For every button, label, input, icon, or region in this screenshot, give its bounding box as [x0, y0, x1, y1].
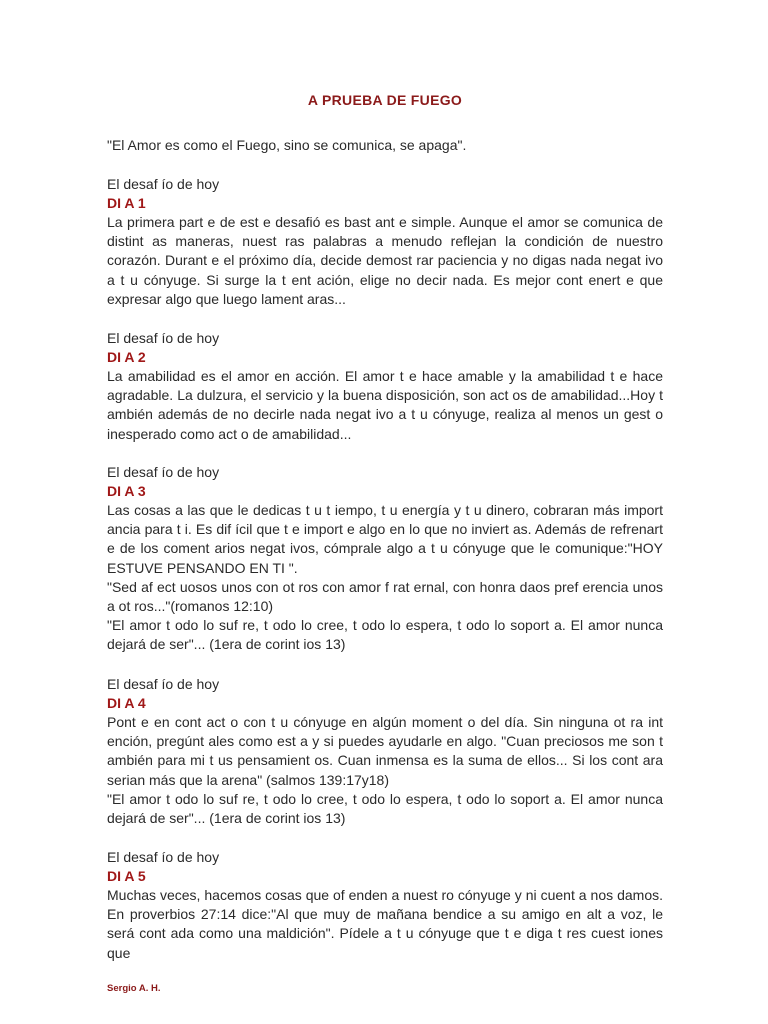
day-section-4: [107, 675, 663, 828]
day-paragraph: Pont e en cont act o con t u cónyuge en algún moment o del día. Sin ninguna ot ra int ención, pregúnt ales como est a y si puedes ayudarle en algo. "Cuan preciosos me son t ambién para mi t us pensamient os. Cuan inmensa es la suma de ellos... Si los cont ara serian más que la arena" (salmos 139:17y18): [107, 714, 663, 788]
day-section-3: [107, 463, 663, 655]
epigraph-quote: "El Amor es como el Fuego, sino se comunica, se apaga".: [107, 137, 467, 153]
day-section-2: [107, 329, 663, 444]
day-paragraph: La primera part e de est e desafió es bast ant e simple. Aunque el amor se comunica de distint as maneras, nuest ras palabras a menudo reflejan la condición de nuestro corazón. Durant e el próximo día, decide demost rar paciencia y no digas nada negat ivo a t u cónyuge. Si surge la t ent ación, elige no decir nada. Es mejor cont enert e que expresar algo que luego lament aras...: [107, 214, 663, 307]
day-paragraph: Las cosas a las que le dedicas t u t iempo, t u energía y t u dinero, cobraran más import ancia para t i. Es dif ícil que t e import e algo en lo que no inviert as. Además de refrenart e de los coment arios negat ivos, cómprale algo a t u cónyuge que le comunique:"HOY ESTUVE PENSANDO EN TI ".: [107, 502, 663, 576]
day-section-5: [107, 848, 663, 963]
challenge-heading: El desaf ío de hoy: [107, 849, 220, 865]
challenge-heading: El desaf ío de hoy: [107, 464, 220, 480]
day-paragraph: "Sed af ect uosos unos con ot ros con amor f rat ernal, con honra daos pref erencia unos a ot ros..."(romanos 12:10): [107, 578, 663, 615]
challenge-heading: El desaf ío de hoy: [107, 330, 220, 346]
day-label: DI A 5: [107, 868, 146, 884]
day-label: DI A 2: [107, 349, 146, 365]
day-label: DI A 1: [107, 195, 146, 211]
day-paragraph: "El amor t odo lo suf re, t odo lo cree, t odo lo espera, t odo lo soport a. El amor nunca dejará de ser"... (1era de corint ios 13): [107, 617, 663, 653]
day-label: DI A 4: [107, 695, 146, 711]
day-paragraph: La amabilidad es el amor en acción. El amor t e hace amable y la amabilidad t e hace agradable. La dulzura, el servicio y la buena disposición, son act os de amabilidad...Hoy t ambién además de no decirle nada negat ivo a t u cónyuge, realiza al menos un gest o inesperado como act o de amabilidad...: [107, 368, 663, 442]
day-section-1: [107, 175, 663, 309]
document-title: A PRUEBA DE FUEGO: [307, 92, 463, 108]
challenge-heading: El desaf ío de hoy: [107, 676, 220, 692]
day-paragraph: Muchas veces, hacemos cosas que of enden a nuest ro cónyuge y ni cuent a nos damos. En proverbios 27:14 dice:"Al que muy de mañana bendice a su amigo en alt a voz, le será cont ada como una maldición". Pídele a t u cónyuge que t e diga t res cuest iones que: [107, 887, 663, 961]
day-label: DI A 3: [107, 483, 146, 499]
author-footer: Sergio A. H.: [107, 983, 161, 994]
challenge-heading: El desaf ío de hoy: [107, 176, 220, 192]
day-paragraph: "El amor t odo lo suf re, t odo lo cree, t odo lo espera, t odo lo soport a. El amor nunca dejará de ser"... (1era de corint ios 13): [107, 790, 663, 827]
